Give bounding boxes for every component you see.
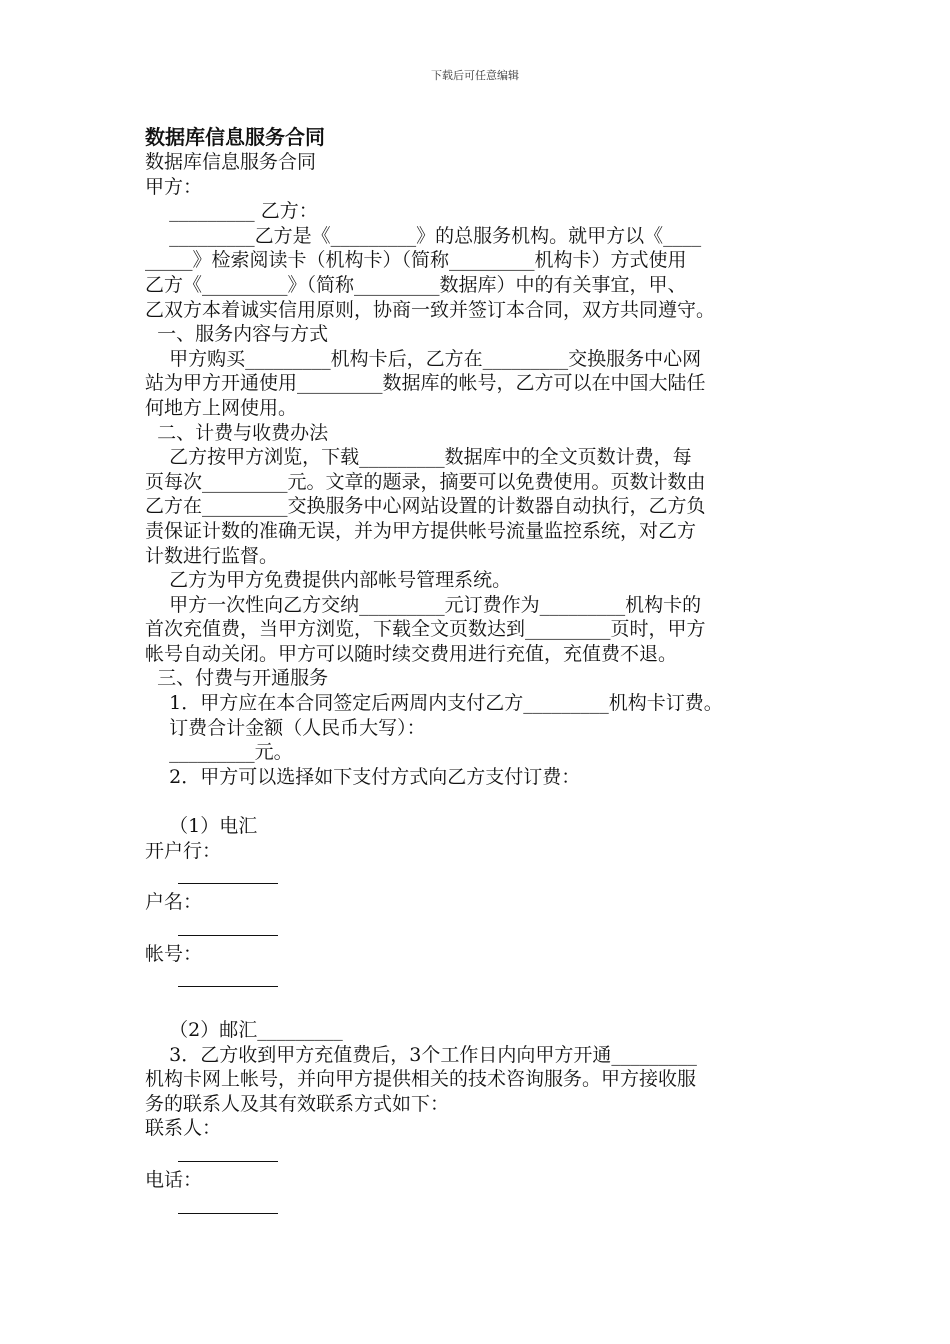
text-line: 帐号自动关闭。甲方可以随时续交费用进行充值，充值费不退。 bbox=[145, 642, 678, 665]
text-line: 3．乙方收到甲方充值费后，3个工作日内向甲方开通_________ bbox=[145, 1043, 697, 1066]
text-line: 开户行： bbox=[145, 839, 222, 862]
text-line: _________元。 bbox=[145, 741, 293, 764]
text-line: _________ 乙方： bbox=[145, 200, 318, 223]
text-line: 乙方为甲方免费提供内部帐号管理系统。 bbox=[145, 569, 512, 592]
fill-in-blank bbox=[145, 915, 835, 942]
header-note: 下载后可任意编辑 bbox=[431, 69, 519, 82]
text-line: 务的联系人及其有效联系方式如下： bbox=[145, 1092, 450, 1115]
text-line: _____》检索阅读卡（机构卡）（简称_________机构卡）方式使用 bbox=[145, 249, 687, 272]
text-line: 责保证计数的准确无误，并为甲方提供帐号流量监控系统，对乙方 bbox=[145, 519, 697, 542]
text-line: （1）电汇 bbox=[145, 815, 258, 838]
text-line: 订费合计金额（人民币大写）： bbox=[145, 716, 426, 739]
text-line: 数据库信息服务合同 bbox=[145, 151, 317, 173]
text-line: 计数进行监督。 bbox=[145, 544, 279, 567]
text-line: 甲方一次性向乙方交纳_________元订费作为_________机构卡的 bbox=[145, 593, 702, 616]
text-line: 甲方购买_________机构卡后，乙方在_________交换服务中心网 bbox=[145, 347, 702, 370]
contract-text bbox=[145, 150, 835, 1220]
fill-in-blank bbox=[145, 1141, 835, 1168]
contract-body bbox=[145, 124, 835, 1220]
document-title: 数据库信息服务合同 bbox=[145, 125, 325, 149]
text-line: 户名： bbox=[145, 891, 203, 914]
text-line: 何地方上网使用。 bbox=[145, 396, 298, 419]
text-line: 机构卡网上帐号，并向甲方提供相关的技术咨询服务。甲方接收服 bbox=[145, 1068, 697, 1091]
fill-in-blank bbox=[145, 966, 835, 993]
text-line: 帐号： bbox=[145, 942, 203, 965]
text-line: 二、计费与收费办法 bbox=[145, 421, 329, 444]
text-line: 电话： bbox=[145, 1168, 203, 1191]
empty-line bbox=[145, 789, 835, 814]
text-line: 乙方在_________交换服务中心网站设置的计数器自动执行，乙方负 bbox=[145, 495, 706, 518]
text-line: 页每次_________元。文章的题录，摘要可以免费使用。页数计数由 bbox=[145, 470, 706, 493]
text-line: 乙双方本着诚实信用原则，协商一致并签订本合同，双方共同遵守。 bbox=[145, 298, 716, 321]
text-line: 首次充值费，当甲方浏览，下载全文页数达到_________页时，甲方 bbox=[145, 618, 706, 641]
text-line: 一、服务内容与方式 bbox=[145, 323, 329, 346]
text-line: 乙方《_________》（简称_________数据库）中的有关事宜，甲、 bbox=[145, 273, 687, 296]
text-line: 甲方： bbox=[145, 175, 203, 198]
text-line: （2）邮汇_________ bbox=[145, 1019, 343, 1041]
text-line: 站为甲方开通使用_________数据库的帐号，乙方可以在中国大陆任 bbox=[145, 372, 706, 395]
text-line: 2．甲方可以选择如下支付方式向乙方支付订费： bbox=[145, 765, 581, 788]
fill-in-blank bbox=[145, 1193, 835, 1220]
text-line: 乙方按甲方浏览，下载_________数据库中的全文页数计费，每 bbox=[145, 446, 692, 469]
text-line: 联系人： bbox=[145, 1117, 222, 1140]
empty-line bbox=[145, 993, 835, 1018]
text-line: _________乙方是《_________》的总服务机构。就甲方以《____ bbox=[145, 224, 702, 247]
fill-in-blank bbox=[145, 863, 835, 890]
text-line: 三、付费与开通服务 bbox=[145, 667, 329, 690]
text-line: 1．甲方应在本合同签定后两周内支付乙方_________机构卡订费。 bbox=[145, 692, 723, 715]
